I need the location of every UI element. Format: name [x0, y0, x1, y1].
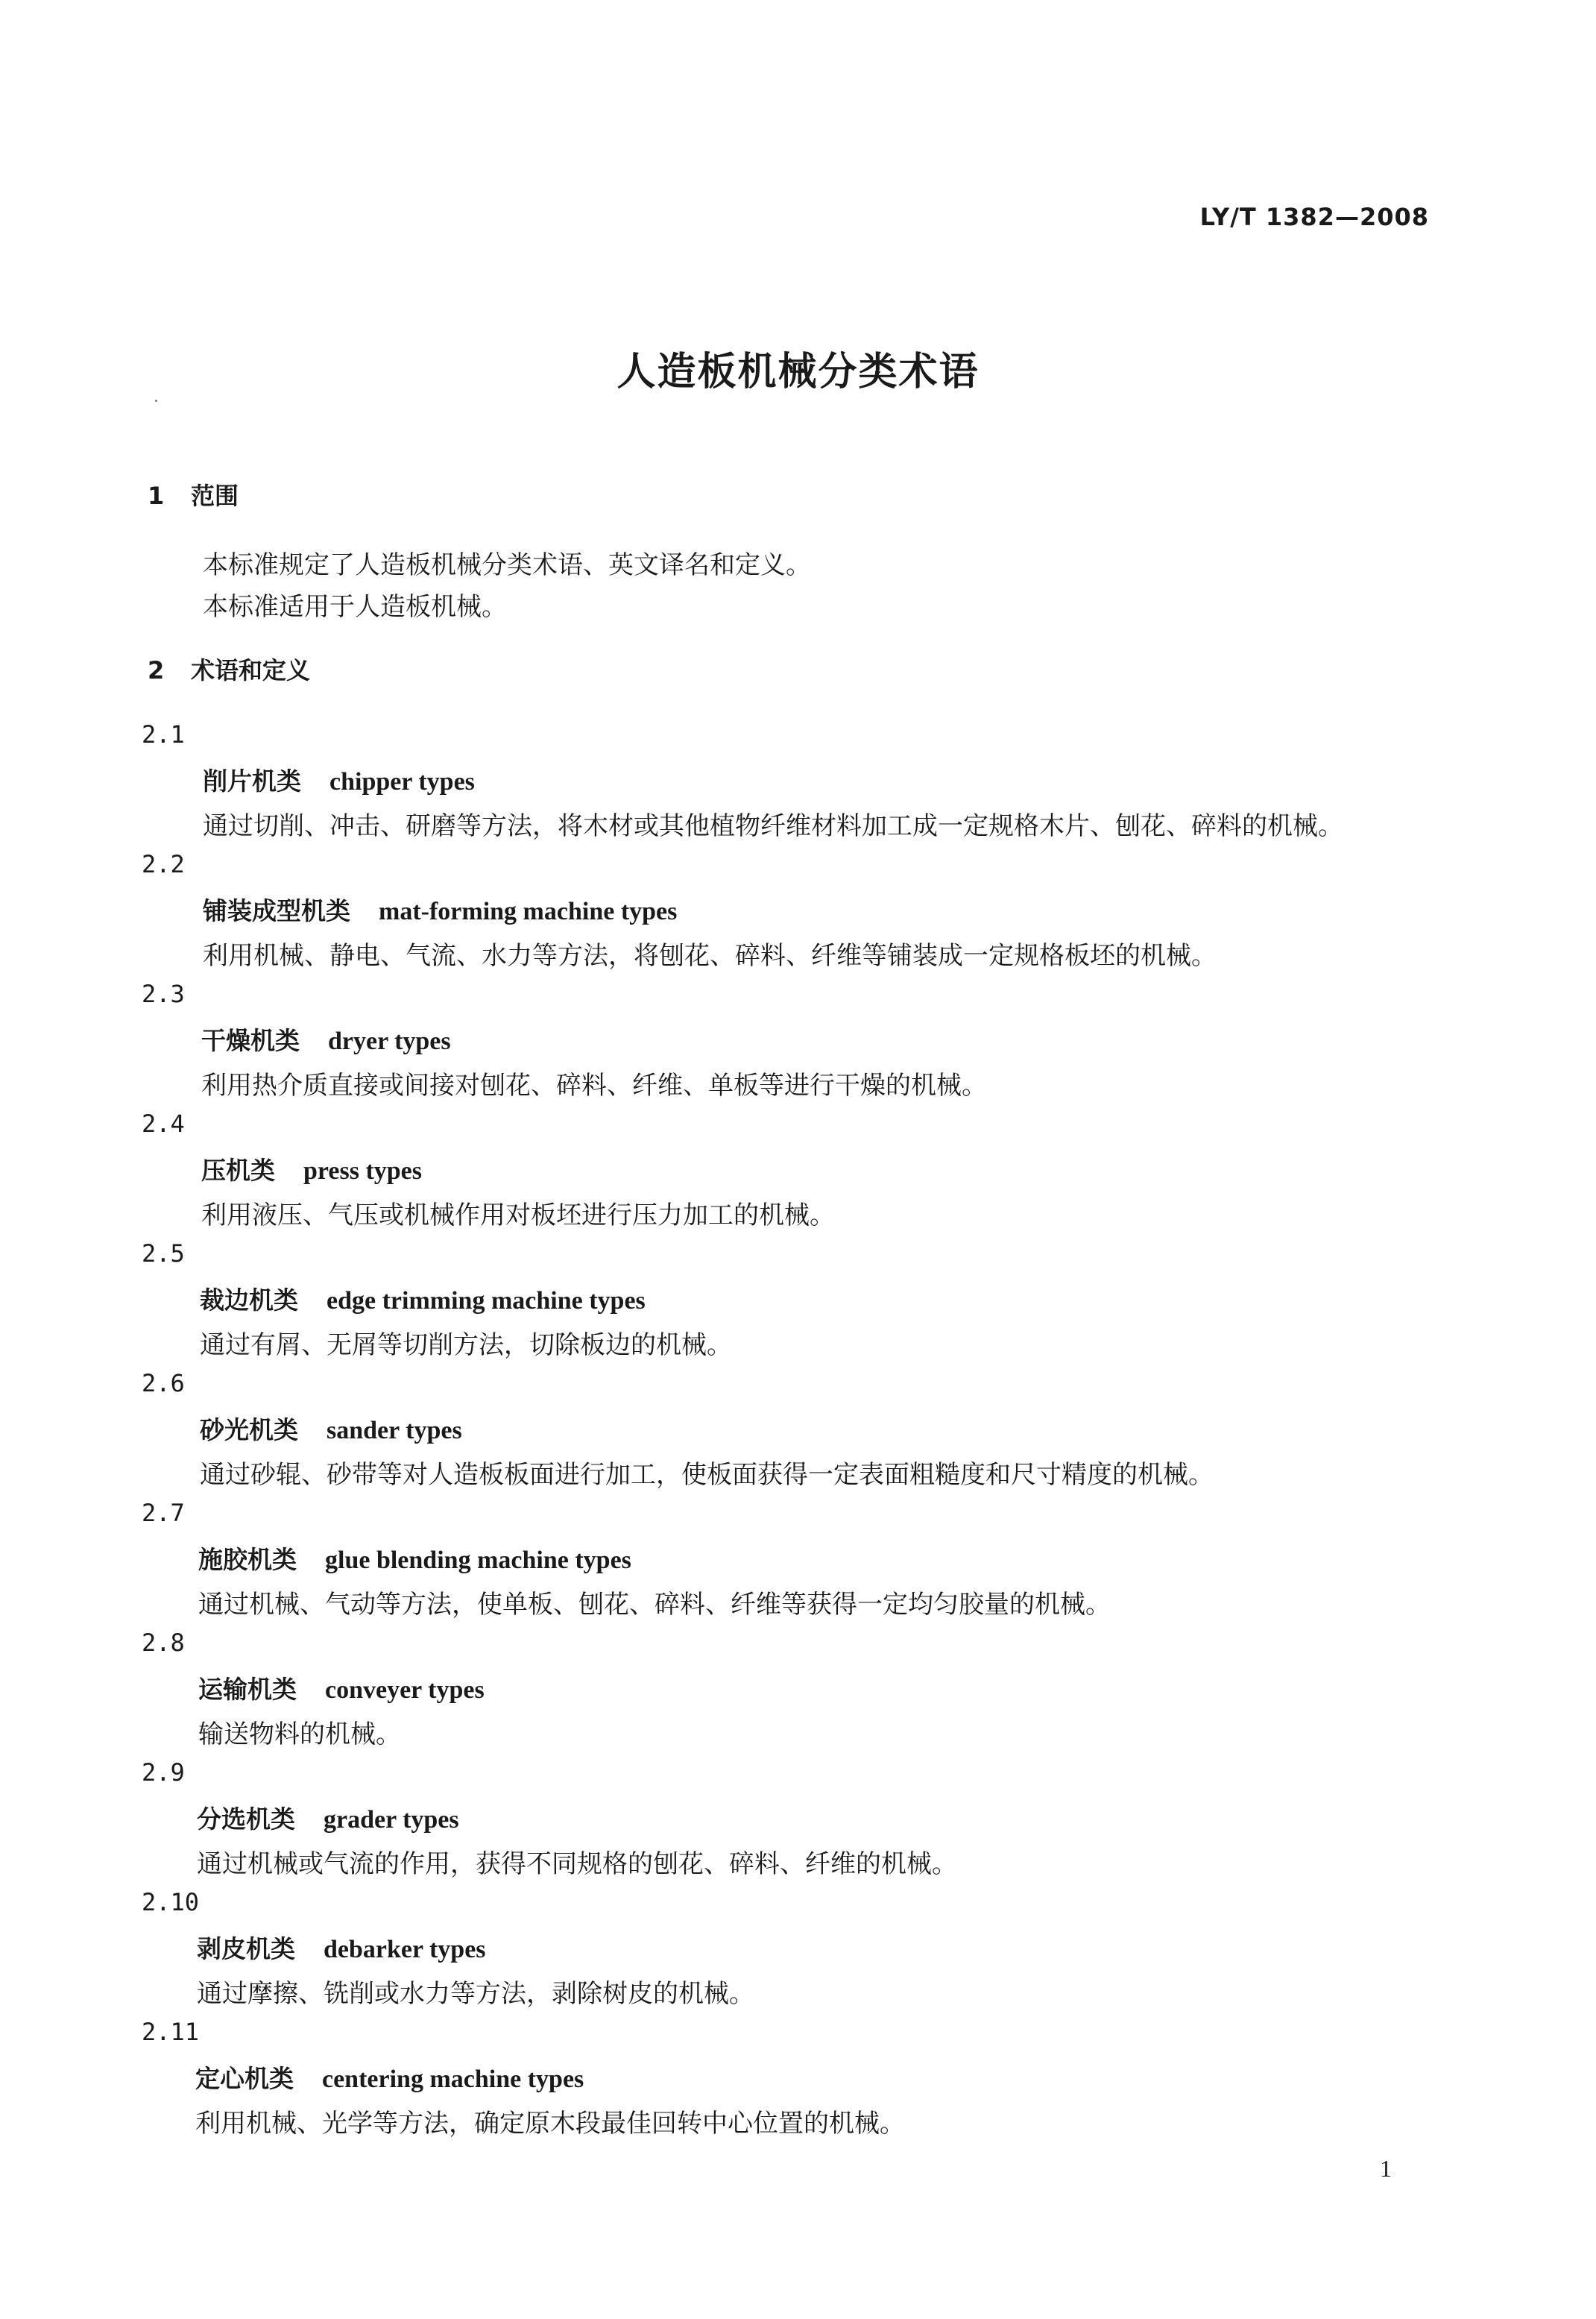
term-definition: 通过切削、冲击、研磨等方法，将木材或其他植物纤维材料加工成一定规格木片、刨花、碎料的机械。: [203, 811, 1343, 841]
term-name: [195, 2060, 584, 2095]
scope-paragraph-1: 本标准规定了人造板机械分类术语、英文译名和定义。: [203, 550, 811, 580]
scan-speck: [155, 400, 157, 402]
term-number: 2.8: [142, 1629, 185, 1657]
document-code: LY/T 1382—2008: [1199, 203, 1429, 231]
term-definition: 通过砂辊、砂带等对人造板板面进行加工，使板面获得一定表面粗糙度和尺寸精度的机械。: [200, 1460, 1214, 1490]
term-zh: 铺装成型机类: [203, 896, 350, 925]
section-title: 术语和定义: [191, 656, 311, 685]
term-name: [197, 1800, 459, 1835]
term-definition: 利用机械、静电、气流、水力等方法，将刨花、碎料、纤维等铺装成一定规格板坯的机械。: [203, 941, 1217, 971]
term-en: grader types: [324, 1806, 459, 1834]
term-name: [203, 892, 677, 927]
term-zh: 削片机类: [203, 767, 301, 796]
term-name: [197, 1930, 486, 1965]
term-number: 2.4: [142, 1110, 185, 1138]
term-zh: 干燥机类: [201, 1026, 300, 1055]
term-zh: 剥皮机类: [197, 1934, 295, 1963]
section-title: 范围: [191, 482, 239, 510]
term-number: 2.9: [142, 1758, 185, 1787]
term-definition: 通过摩擦、铣削或水力等方法，剥除树皮的机械。: [197, 1979, 754, 2009]
term-definition: 利用热介质直接或间接对刨花、碎料、纤维、单板等进行干燥的机械。: [201, 1071, 987, 1101]
term-name: [203, 762, 475, 797]
term-name: [201, 1151, 422, 1186]
term-name: [201, 1022, 451, 1057]
term-zh: 砂光机类: [200, 1415, 298, 1444]
term-definition: 利用液压、气压或机械作用对板坯进行压力加工的机械。: [201, 1201, 835, 1230]
term-en: sander types: [327, 1417, 462, 1444]
term-en: edge trimming machine types: [327, 1287, 646, 1315]
term-zh: 分选机类: [197, 1804, 295, 1834]
term-definition: 通过机械或气流的作用，获得不同规格的刨花、碎料、纤维的机械。: [197, 1849, 957, 1879]
section-1-heading: [148, 477, 239, 512]
term-en: mat-forming machine types: [379, 898, 678, 925]
term-number: 2.11: [142, 2018, 200, 2046]
section-number: 2: [148, 656, 165, 685]
term-en: conveyer types: [325, 1676, 485, 1704]
term-en: press types: [303, 1157, 422, 1185]
term-definition: 利用机械、光学等方法，确定原木段最佳回转中心位置的机械。: [195, 2109, 905, 2139]
term-zh: 施胶机类: [198, 1545, 297, 1574]
term-number: 2.5: [142, 1239, 185, 1268]
term-name: [200, 1281, 646, 1316]
term-number: 2.6: [142, 1369, 185, 1397]
document-title: 人造板机械分类术语: [616, 350, 980, 394]
term-name: [200, 1411, 462, 1446]
term-en: glue blending machine types: [325, 1546, 631, 1574]
section-number: 1: [148, 482, 165, 510]
term-definition: 通过有屑、无屑等切削方法，切除板边的机械。: [200, 1330, 732, 1360]
term-en: debarker types: [324, 1936, 486, 1963]
term-name: [198, 1541, 631, 1576]
term-zh: 裁边机类: [200, 1286, 298, 1315]
page-number: 1: [1380, 2155, 1392, 2182]
term-en: centering machine types: [322, 2065, 584, 2093]
section-2-heading: [148, 652, 310, 686]
term-zh: 定心机类: [195, 2064, 294, 2093]
term-zh: 运输机类: [198, 1675, 297, 1704]
term-en: chipper types: [329, 768, 475, 796]
term-number: 2.2: [142, 850, 185, 878]
term-number: 2.1: [142, 720, 185, 749]
term-en: dryer types: [328, 1028, 451, 1055]
term-zh: 压机类: [201, 1156, 275, 1185]
term-number: 2.3: [142, 980, 185, 1008]
term-definition: 通过机械、气动等方法，使单板、刨花、碎料、纤维等获得一定均匀胶量的机械。: [198, 1590, 1111, 1620]
scope-paragraph-2: 本标准适用于人造板机械。: [203, 592, 507, 622]
term-number: 2.10: [142, 1888, 200, 1916]
term-name: [198, 1670, 485, 1705]
term-number: 2.7: [142, 1499, 185, 1527]
term-definition: 输送物料的机械。: [198, 1719, 401, 1749]
